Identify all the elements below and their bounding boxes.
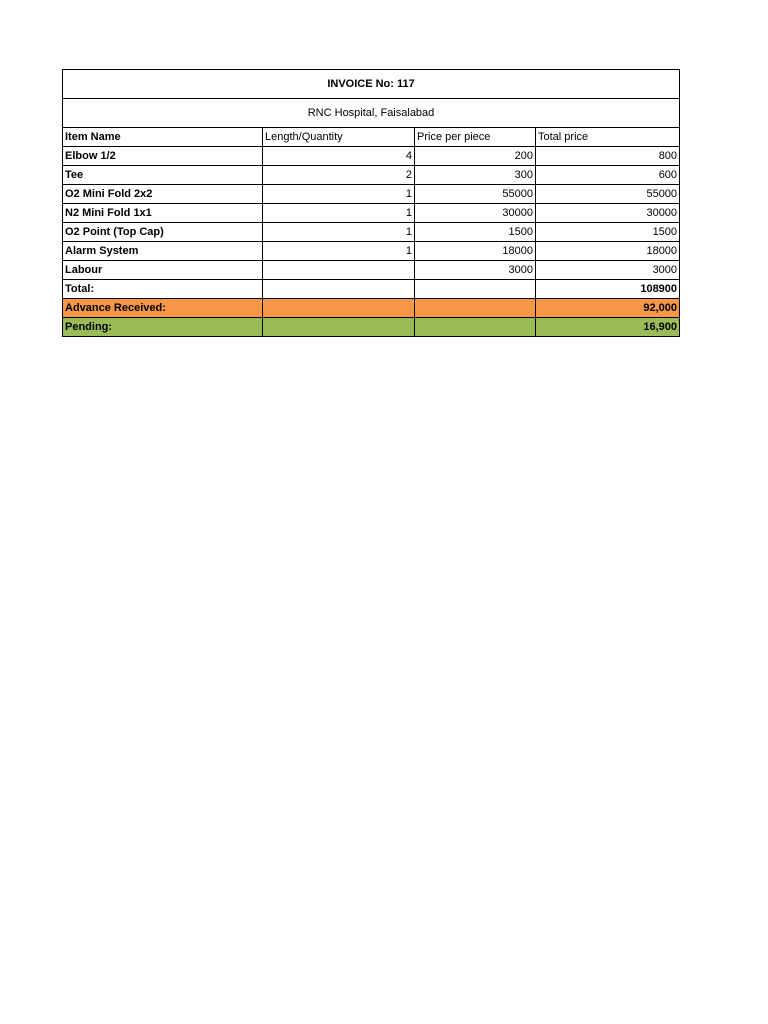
item-quantity: 1: [263, 242, 415, 261]
item-name: O2 Mini Fold 2x2: [63, 185, 263, 204]
item-price: 200: [415, 147, 536, 166]
table-row: [63, 223, 680, 242]
total-label: Total:: [63, 280, 263, 299]
invoice-title: INVOICE No: 117: [63, 70, 680, 99]
item-total: 55000: [536, 185, 680, 204]
item-quantity: [263, 261, 415, 280]
client-name: RNC Hospital, Faisalabad: [63, 99, 680, 128]
table-row: [63, 147, 680, 166]
empty-cell: [263, 299, 415, 318]
item-name: N2 Mini Fold 1x1: [63, 204, 263, 223]
empty-cell: [263, 280, 415, 299]
item-total: 30000: [536, 204, 680, 223]
header-price-per-piece: Price per piece: [415, 128, 536, 147]
empty-cell: [263, 318, 415, 337]
client-row: [63, 99, 680, 128]
table-row: [63, 261, 680, 280]
pending-label: Pending:: [63, 318, 263, 337]
item-total: 3000: [536, 261, 680, 280]
invoice-title-row: [63, 70, 680, 99]
invoice-table: [62, 69, 680, 337]
item-name: Alarm System: [63, 242, 263, 261]
item-total: 18000: [536, 242, 680, 261]
item-quantity: 1: [263, 185, 415, 204]
item-price: 55000: [415, 185, 536, 204]
item-total: 800: [536, 147, 680, 166]
empty-cell: [415, 280, 536, 299]
item-price: 1500: [415, 223, 536, 242]
item-total: 1500: [536, 223, 680, 242]
pending-row: [63, 318, 680, 337]
item-quantity: 1: [263, 223, 415, 242]
item-quantity: 4: [263, 147, 415, 166]
empty-cell: [415, 299, 536, 318]
table-row: [63, 242, 680, 261]
table-row: [63, 166, 680, 185]
header-item-name: Item Name: [63, 128, 263, 147]
item-name: Tee: [63, 166, 263, 185]
item-price: 3000: [415, 261, 536, 280]
total-row: [63, 280, 680, 299]
header-quantity: Length/Quantity: [263, 128, 415, 147]
pending-value: 16,900: [536, 318, 680, 337]
total-value: 108900: [536, 280, 680, 299]
item-quantity: 2: [263, 166, 415, 185]
header-total-price: Total price: [536, 128, 680, 147]
item-name: Labour: [63, 261, 263, 280]
item-price: 18000: [415, 242, 536, 261]
item-quantity: 1: [263, 204, 415, 223]
advance-value: 92,000: [536, 299, 680, 318]
advance-row: [63, 299, 680, 318]
table-row: [63, 185, 680, 204]
item-total: 600: [536, 166, 680, 185]
item-name: Elbow 1/2: [63, 147, 263, 166]
table-row: [63, 204, 680, 223]
header-row: [63, 128, 680, 147]
item-name: O2 Point (Top Cap): [63, 223, 263, 242]
item-price: 30000: [415, 204, 536, 223]
empty-cell: [415, 318, 536, 337]
item-price: 300: [415, 166, 536, 185]
advance-label: Advance Received:: [63, 299, 263, 318]
